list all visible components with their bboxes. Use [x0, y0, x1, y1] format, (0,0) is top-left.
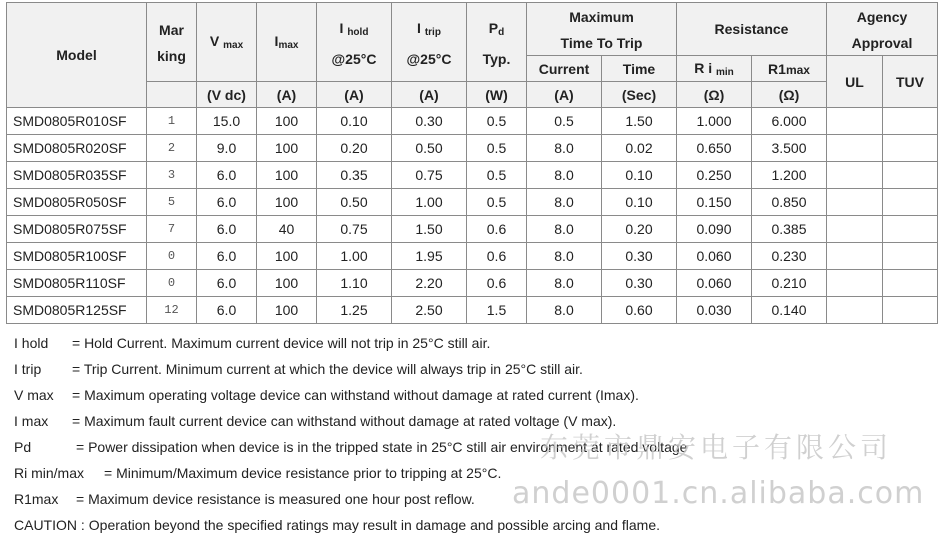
note-line — [14, 356, 934, 382]
header-ihold-unit: (A) — [317, 82, 392, 108]
note-line — [14, 460, 934, 486]
cell-imax: 100 — [257, 135, 317, 162]
table-header — [7, 3, 938, 108]
header-ihold: I $_{hold}$ @25°C — [317, 3, 392, 82]
cell-current: 8.0 — [527, 189, 602, 216]
cell-marking: 7 — [147, 216, 197, 243]
cell-imax: 100 — [257, 297, 317, 324]
cell-vmax: 6.0 — [197, 243, 257, 270]
cell-vmax: 6.0 — [197, 162, 257, 189]
cell-rimin: 0.060 — [677, 243, 752, 270]
header-rimin: R i $_{min}$ — [677, 56, 752, 82]
cell-tuv — [883, 135, 938, 162]
note-text: = Trip Current. Minimum current at which the device will always trip in 25°C still air. — [72, 361, 583, 377]
cell-itrip: 2.20 — [392, 270, 467, 297]
cell-model: SMD0805R050SF — [7, 189, 147, 216]
cell-pd: 1.5 — [467, 297, 527, 324]
header-marking: Mar king — [147, 3, 197, 82]
cell-vmax: 6.0 — [197, 189, 257, 216]
cell-marking: 0 — [147, 270, 197, 297]
cell-vmax: 6.0 — [197, 216, 257, 243]
spec-table — [6, 2, 938, 324]
note-line — [14, 512, 934, 538]
cell-current: 8.0 — [527, 162, 602, 189]
note-term: CAUTION : — [14, 517, 85, 533]
note-term: I max — [14, 413, 49, 429]
cell-imax: 40 — [257, 216, 317, 243]
cell-model: SMD0805R075SF — [7, 216, 147, 243]
cell-ihold: 0.75 — [317, 216, 392, 243]
cell-model: SMD0805R100SF — [7, 243, 147, 270]
cell-imax: 100 — [257, 162, 317, 189]
cell-ihold: 1.10 — [317, 270, 392, 297]
cell-r1max: 0.850 — [752, 189, 827, 216]
header-pd-unit: (W) — [467, 82, 527, 108]
note-term: I hold — [14, 335, 49, 351]
cell-pd: 0.6 — [467, 216, 527, 243]
cell-itrip: 0.30 — [392, 108, 467, 135]
cell-itrip: 2.50 — [392, 297, 467, 324]
table-row — [7, 135, 938, 162]
notes-section — [14, 330, 934, 538]
cell-ihold: 0.10 — [317, 108, 392, 135]
cell-model: SMD0805R035SF — [7, 162, 147, 189]
cell-current: 8.0 — [527, 216, 602, 243]
header-r1max-unit: (Ω) — [752, 82, 827, 108]
cell-vmax: 6.0 — [197, 297, 257, 324]
cell-ul — [827, 270, 883, 297]
cell-r1max: 0.230 — [752, 243, 827, 270]
cell-pd: 0.5 — [467, 135, 527, 162]
cell-itrip: 1.50 — [392, 216, 467, 243]
cell-imax: 100 — [257, 108, 317, 135]
note-line — [14, 408, 934, 434]
cell-ul — [827, 162, 883, 189]
cell-ihold: 1.00 — [317, 243, 392, 270]
header-pd: $P_d$ Typ. — [467, 3, 527, 82]
header-resistance: Resistance — [677, 3, 827, 56]
header-imax-unit: (A) — [257, 82, 317, 108]
cell-time: 0.30 — [602, 243, 677, 270]
cell-marking: 3 — [147, 162, 197, 189]
cell-tuv — [883, 243, 938, 270]
note-text: = Maximum fault current device can withstand without damage at rated voltage (V max). — [72, 413, 617, 429]
table-row — [7, 297, 938, 324]
cell-ul — [827, 135, 883, 162]
cell-pd: 0.6 — [467, 243, 527, 270]
table-body — [7, 108, 938, 324]
watermark-url: ande0001.cn.alibaba.com — [512, 476, 925, 511]
cell-time: 0.02 — [602, 135, 677, 162]
table-row — [7, 243, 938, 270]
cell-marking: 5 — [147, 189, 197, 216]
cell-ul — [827, 216, 883, 243]
header-imax: $I_{max}$ — [257, 3, 317, 82]
cell-ul — [827, 297, 883, 324]
cell-tuv — [883, 162, 938, 189]
cell-pd: 0.5 — [467, 108, 527, 135]
cell-current: 8.0 — [527, 297, 602, 324]
header-max-time-to-trip: Maximum Time To Trip — [527, 3, 677, 56]
cell-tuv — [883, 216, 938, 243]
header-vmax-unit: (V dc) — [197, 82, 257, 108]
cell-current: 8.0 — [527, 270, 602, 297]
table-row — [7, 216, 938, 243]
cell-model: SMD0805R110SF — [7, 270, 147, 297]
header-agency-approval: Agency Approval — [827, 3, 938, 56]
note-text: = Maximum operating voltage device can withstand without damage at rated current (Imax). — [72, 387, 639, 403]
note-term: I trip — [14, 361, 42, 377]
header-model: Model — [7, 3, 147, 108]
note-line — [14, 382, 934, 408]
header-current: Current — [527, 56, 602, 82]
cell-imax: 100 — [257, 270, 317, 297]
cell-model: SMD0805R125SF — [7, 297, 147, 324]
table-row — [7, 162, 938, 189]
note-text: = Hold Current. Maximum current device will not trip in 25°C still air. — [72, 335, 491, 351]
table-row — [7, 108, 938, 135]
cell-tuv — [883, 189, 938, 216]
cell-ul — [827, 108, 883, 135]
cell-model: SMD0805R010SF — [7, 108, 147, 135]
header-vmax: V $_{max}$ — [197, 3, 257, 82]
cell-tuv — [883, 270, 938, 297]
header-marking-unit — [147, 82, 197, 108]
cell-r1max: 0.385 — [752, 216, 827, 243]
cell-vmax: 9.0 — [197, 135, 257, 162]
cell-imax: 100 — [257, 189, 317, 216]
cell-model: SMD0805R020SF — [7, 135, 147, 162]
cell-current: 8.0 — [527, 243, 602, 270]
note-line — [14, 330, 934, 356]
cell-pd: 0.5 — [467, 189, 527, 216]
header-current-unit: (A) — [527, 82, 602, 108]
header-itrip: I $_{trip}$ @25°C — [392, 3, 467, 82]
cell-rimin: 1.000 — [677, 108, 752, 135]
note-term: R1max — [14, 491, 59, 507]
cell-time: 0.10 — [602, 189, 677, 216]
cell-rimin: 0.060 — [677, 270, 752, 297]
note-line — [14, 486, 934, 512]
cell-vmax: 6.0 — [197, 270, 257, 297]
cell-rimin: 0.650 — [677, 135, 752, 162]
table-row — [7, 270, 938, 297]
cell-tuv — [883, 108, 938, 135]
cell-r1max: 3.500 — [752, 135, 827, 162]
header-itrip-unit: (A) — [392, 82, 467, 108]
cell-ihold: 0.50 — [317, 189, 392, 216]
cell-itrip: 1.00 — [392, 189, 467, 216]
note-text: = Maximum device resistance is measured one hour post reflow. — [76, 491, 475, 507]
cell-r1max: 0.140 — [752, 297, 827, 324]
header-tuv: TUV — [883, 56, 938, 108]
header-rimin-unit: (Ω) — [677, 82, 752, 108]
header-time-unit: (Sec) — [602, 82, 677, 108]
note-text: = Minimum/Maximum device resistance prior to tripping at 25°C. — [104, 465, 502, 481]
table-row — [7, 189, 938, 216]
cell-time: 0.30 — [602, 270, 677, 297]
cell-pd: 0.6 — [467, 270, 527, 297]
cell-rimin: 0.030 — [677, 297, 752, 324]
note-line — [14, 434, 934, 460]
cell-r1max: 0.210 — [752, 270, 827, 297]
cell-marking: 2 — [147, 135, 197, 162]
cell-ihold: 0.35 — [317, 162, 392, 189]
watermark-company: 东莞市鼎安电子有限公司 — [540, 431, 893, 464]
cell-current: 0.5 — [527, 108, 602, 135]
cell-rimin: 0.250 — [677, 162, 752, 189]
cell-ul — [827, 189, 883, 216]
cell-itrip: 0.75 — [392, 162, 467, 189]
cell-tuv — [883, 297, 938, 324]
cell-ihold: 0.20 — [317, 135, 392, 162]
cell-marking: 1 — [147, 108, 197, 135]
cell-itrip: 1.95 — [392, 243, 467, 270]
note-term: Ri min/max — [14, 465, 85, 481]
cell-ihold: 1.25 — [317, 297, 392, 324]
note-text: Operation beyond the specified ratings may result in damage and possible arcing and flame. — [88, 517, 661, 533]
cell-imax: 100 — [257, 243, 317, 270]
cell-vmax: 15.0 — [197, 108, 257, 135]
note-term: Pd — [14, 439, 32, 455]
cell-r1max: 1.200 — [752, 162, 827, 189]
cell-time: 0.20 — [602, 216, 677, 243]
cell-rimin: 0.090 — [677, 216, 752, 243]
cell-rimin: 0.150 — [677, 189, 752, 216]
note-term: V max — [14, 387, 54, 403]
cell-current: 8.0 — [527, 135, 602, 162]
cell-ul — [827, 243, 883, 270]
cell-r1max: 6.000 — [752, 108, 827, 135]
cell-marking: 12 — [147, 297, 197, 324]
cell-itrip: 0.50 — [392, 135, 467, 162]
header-time: Time — [602, 56, 677, 82]
cell-time: 0.60 — [602, 297, 677, 324]
cell-marking: 0 — [147, 243, 197, 270]
note-text: = Power dissipation when device is in the tripped state in 25°C still air environment at rated voltage — [76, 439, 688, 455]
cell-time: 1.50 — [602, 108, 677, 135]
cell-time: 0.10 — [602, 162, 677, 189]
cell-pd: 0.5 — [467, 162, 527, 189]
header-r1max: R1max — [752, 56, 827, 82]
header-ul: UL — [827, 56, 883, 108]
